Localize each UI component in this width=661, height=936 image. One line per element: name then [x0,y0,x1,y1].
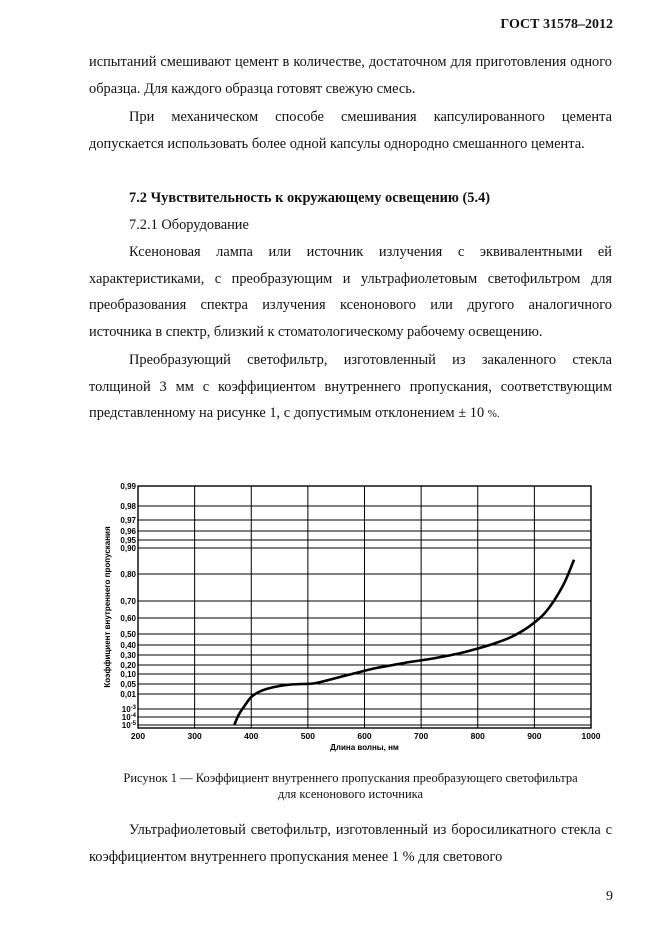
chart-svg [100,478,605,760]
transmission-chart [100,478,605,760]
y-tick-label: 0,50 [120,630,136,639]
section-heading: 7.2 Чувствительность к окружающему освещению (5.4) [129,190,491,206]
paragraph-1: испытаний смешивают цемент в количестве, достаточном для приготовления одного образца. Для каждого образца готовят свежую смесь. [89,54,612,97]
y-tick-label: 0,70 [120,597,136,606]
y-tick-label: 0,95 [120,536,136,545]
y-tick-label: 0,30 [120,651,136,660]
paragraph-5: Ультрафиолетовый светофильтр, изготовленный из боросиликатного стекла с коэффициентом внутреннего пропускания менее 1 % для светового [89,822,612,865]
y-tick-label: $10^{-5}$ [121,721,136,730]
y-tick-label: $10^{-4}$ [121,713,136,722]
x-tick-label: 900 [527,731,542,741]
x-tick-label: 400 [244,731,259,741]
page-number: 9 [606,889,613,904]
y-tick-label: 0,40 [120,641,136,650]
x-tick-label: 600 [357,731,372,741]
y-axis-label: Коэффициент внутреннего пропускания [103,526,112,688]
x-tick-label: 200 [130,731,146,741]
y-tick-label: 0,60 [120,614,136,623]
y-tick-label: 0,98 [120,502,136,511]
x-tick-label: 700 [414,731,429,741]
tolerance-value: ± 10 [458,405,485,421]
y-tick-label: 0,20 [120,661,136,670]
y-tick-label: 0,99 [120,482,136,491]
x-tick-label: 800 [470,731,485,741]
subsection-heading: 7.2.1 Оборудование [129,217,249,233]
y-tick-label: 0,10 [120,670,136,679]
paragraph-4-text: Преобразующий светофильтр, изготовленный из закаленного стекла толщиной 3 мм с коэффициентом внутреннего пропускания, соответствующим представленному на рисунке 1, с допустимым отклонением [89,352,612,421]
paragraph-4 [89,347,612,428]
x-axis-label: Длина волны, нм [330,743,399,752]
y-tick-label: $10^{-3}$ [121,705,136,714]
paragraph-2: При механическом способе смешивания капсулированного цемента допускается использовать более одной капсулы однородно смешанного цемента. [89,109,612,152]
paragraph-3: Ксеноновая лампа или источник излучения с эквивалентными ей характеристиками, с преобразующим и ультрафиолетовым светофильтром для преобразования спектра излучения ксенонового или другого аналогичного источника в спектр, близкий к стоматологическому рабочему освещению. [89,244,612,340]
x-tick-label: 500 [300,731,315,741]
y-tick-label: 0,97 [120,516,136,525]
document-header: ГОСТ 31578–2012 [500,17,613,32]
figure-caption-line-1: Рисунок 1 — Коэффициент внутреннего пропускания преобразующего светофильтра [123,771,578,785]
x-tick-label: 300 [187,731,202,741]
tolerance-unit: %. [487,408,500,420]
y-tick-label: 0,01 [120,690,136,699]
figure-caption-line-2: для ксенонового источника [277,787,424,801]
x-tick-label: 1000 [581,731,601,741]
y-tick-label: 0,05 [120,680,136,689]
y-tick-label: 0,80 [120,570,136,579]
y-tick-label: 0,96 [120,527,136,536]
y-tick-label: 0,90 [120,544,136,553]
